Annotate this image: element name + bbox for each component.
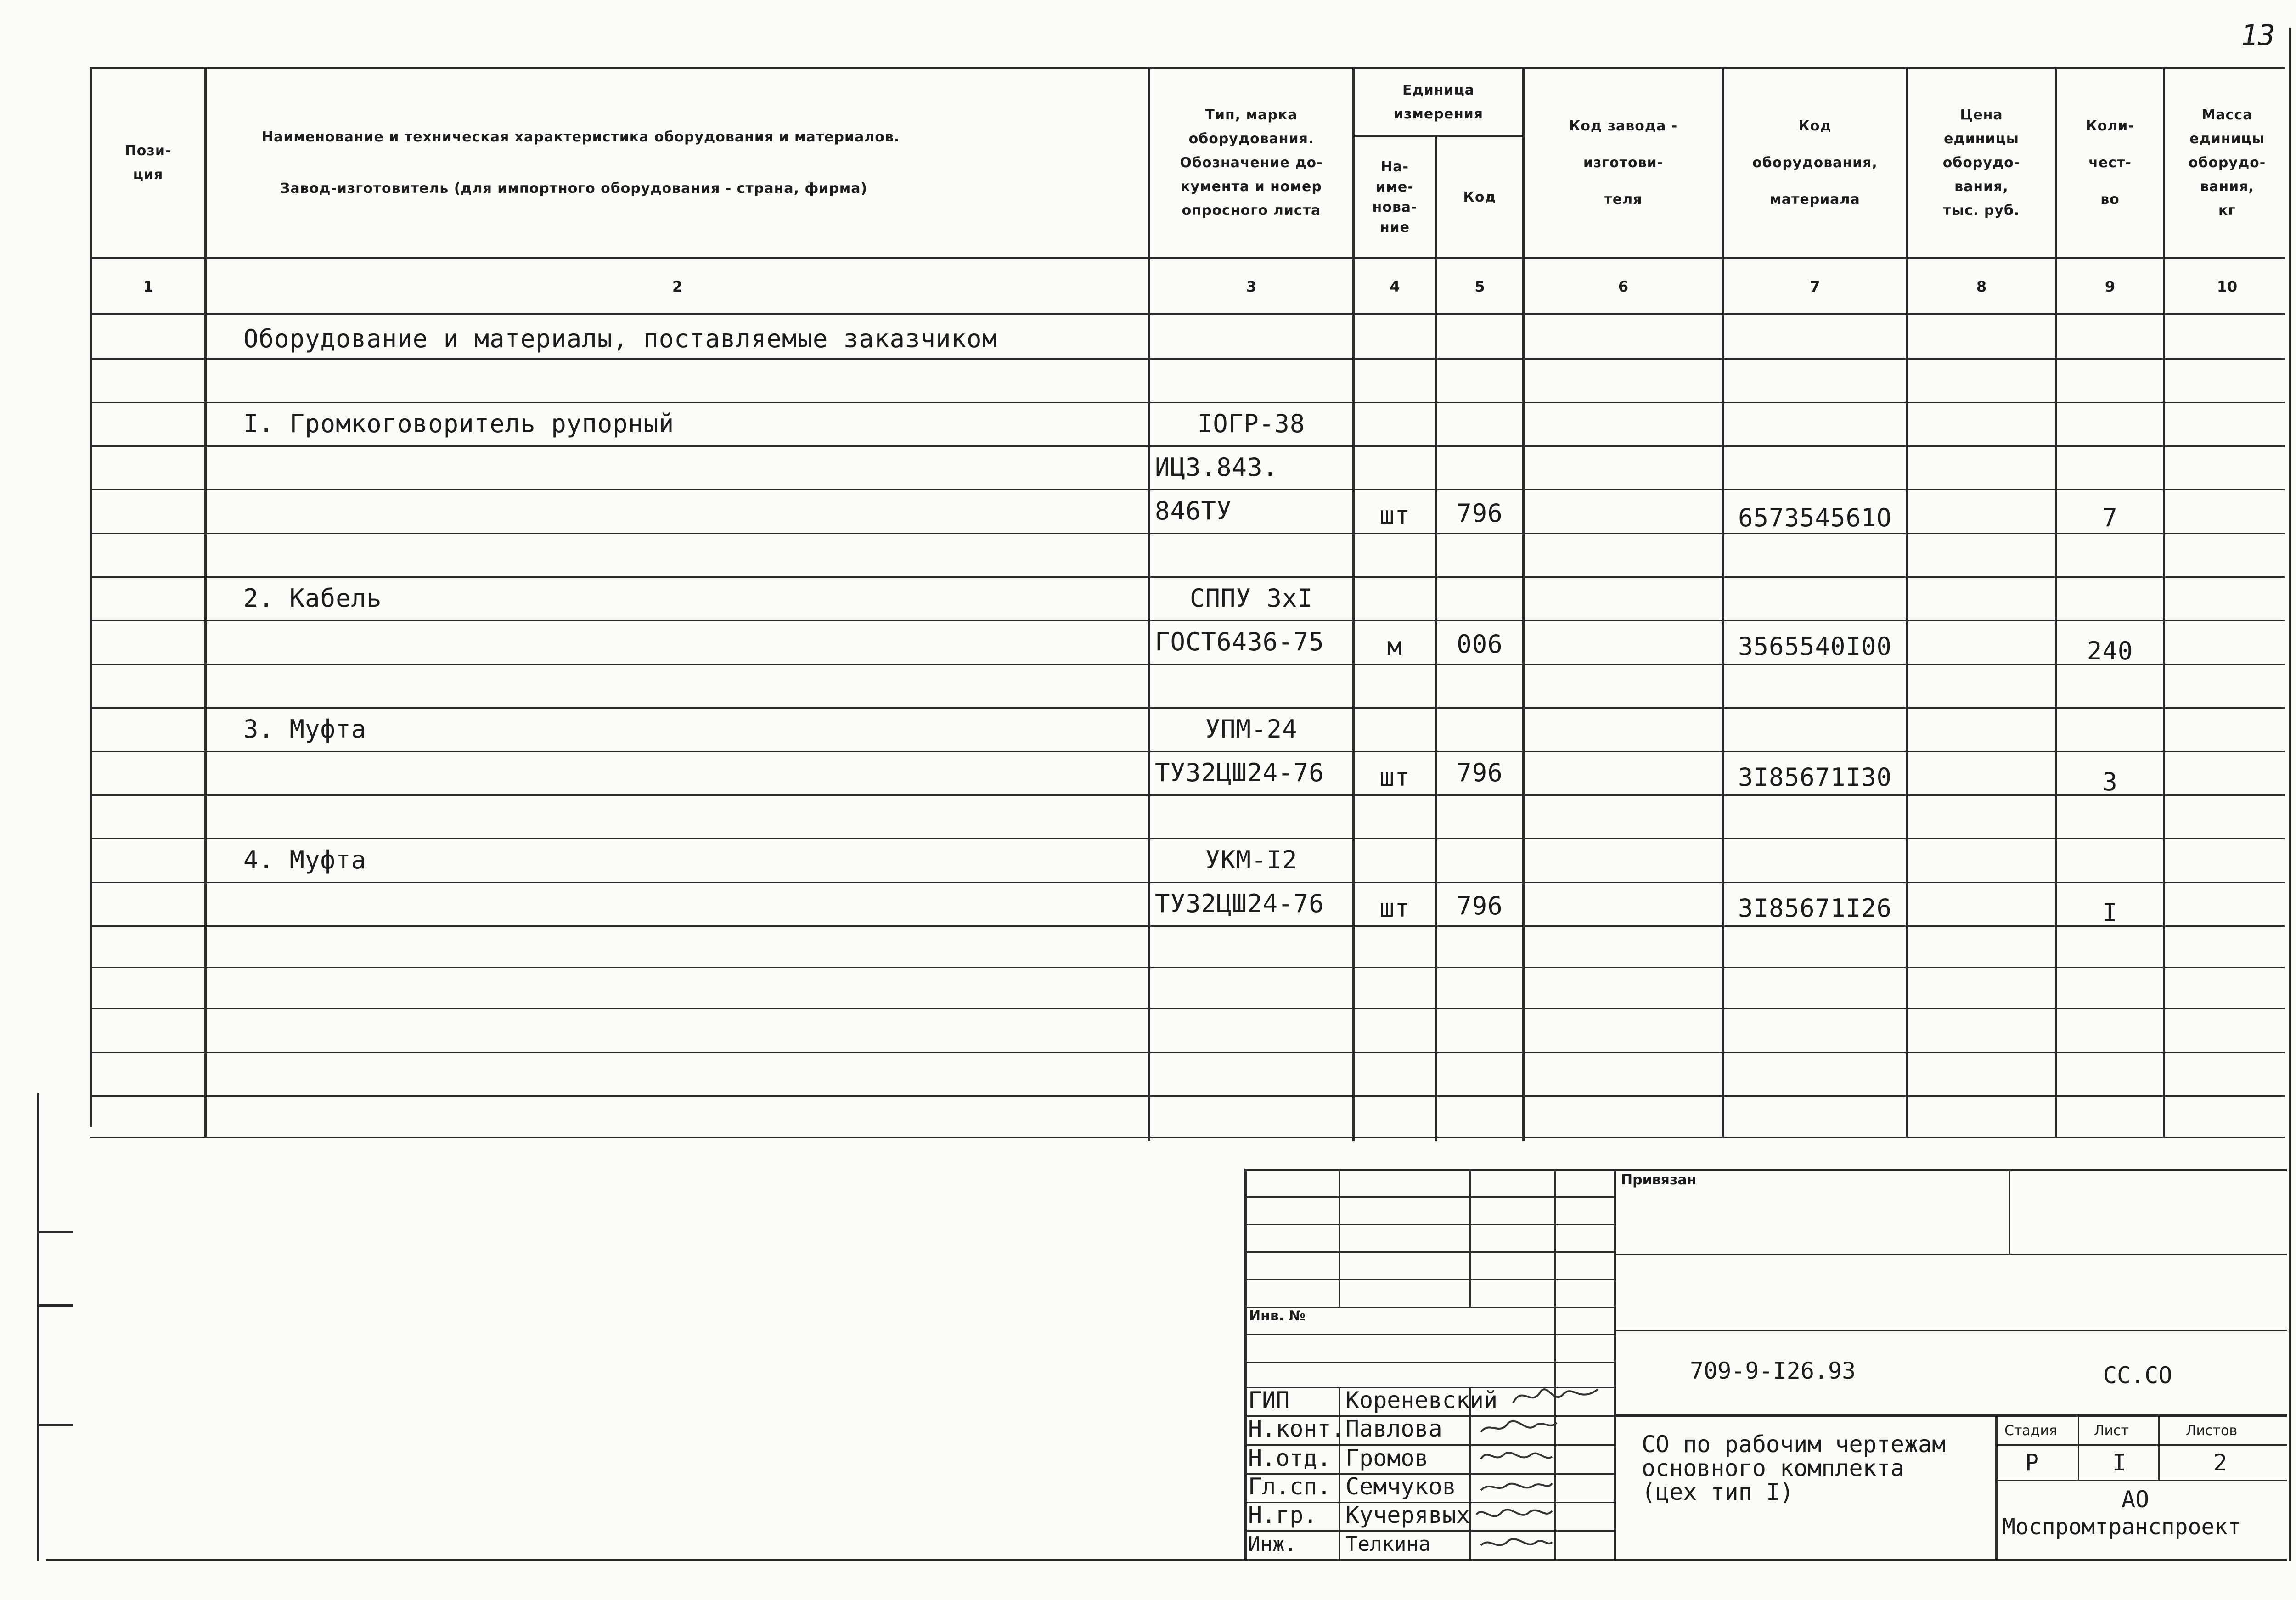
- table-row-line: [90, 1052, 2285, 1053]
- organization-line2: Моспромтранспроект: [2002, 1514, 2241, 1540]
- stamp-grid-v6: [1614, 1169, 1616, 1559]
- stage-value: Р: [2025, 1449, 2039, 1476]
- colnum-7: 7: [1810, 277, 1820, 295]
- colnum-5: 5: [1474, 277, 1485, 295]
- stamp-stage-v1: [2078, 1414, 2079, 1480]
- name-inzh: Телкина: [1345, 1532, 1431, 1556]
- stamp-grid-h6: [1244, 1334, 1614, 1335]
- role-n-otd: Н.отд.: [1248, 1445, 1331, 1471]
- page-number: 13: [2241, 18, 2275, 52]
- colnum-10: 10: [2217, 277, 2238, 295]
- colnum-9: 9: [2105, 277, 2116, 295]
- role-gl-sp: Гл.сп.: [1248, 1473, 1331, 1500]
- header-unit-code: Код: [1463, 189, 1497, 205]
- role-n-kont: Н.конт.: [1248, 1415, 1345, 1442]
- item-3-qty: 3: [2102, 767, 2118, 796]
- name-gip: Кореневский: [1345, 1387, 1498, 1414]
- header-name: [207, 69, 1148, 257]
- signature-gip: [1511, 1380, 1603, 1412]
- signature-inzh: [1476, 1529, 1554, 1557]
- numbers-bottom-line: [90, 313, 2285, 315]
- role-n-gr: Н.гр.: [1248, 1502, 1317, 1528]
- stamp-grid-h4: [1244, 1279, 1614, 1280]
- item-4-type-line2: ТУ32ЦШ24-76: [1155, 889, 1324, 918]
- sheet-value: I: [2112, 1449, 2127, 1476]
- item-3-type-line1: УПМ-24: [1205, 715, 1298, 744]
- stamp-grid-v1: [1339, 1169, 1340, 1307]
- role-gip: ГИП: [1248, 1387, 1290, 1414]
- item-4-qty: I: [2102, 898, 2118, 927]
- header-type: Тип, марка оборудования. Обозначение до- кумента и номер опросного листа: [1180, 107, 1323, 219]
- binding-strip-tick-1: [37, 1231, 73, 1233]
- organization-line1: АО: [2122, 1486, 2150, 1513]
- item-2-unit: м: [1387, 632, 1403, 661]
- sheets-label: Листов: [2186, 1423, 2238, 1439]
- colnum-4: 4: [1390, 277, 1400, 295]
- item-1-type-line2: ИЦ3.843.: [1155, 453, 1278, 482]
- stamp-doc-top: [1614, 1330, 2287, 1331]
- name-gl-sp: Семчуков: [1345, 1473, 1456, 1500]
- table-row-line: [90, 794, 2285, 796]
- binding-strip-tick-3: [37, 1424, 73, 1426]
- stamp-left-line: [1244, 1169, 1247, 1559]
- item-2-qty: 240: [2087, 637, 2133, 665]
- signature-n-kont: [1476, 1414, 1559, 1441]
- sheets-value: 2: [2213, 1449, 2228, 1476]
- header-name-line1: Наименование и техническая характеристика оборудования и материалов.: [262, 129, 900, 145]
- item-3-code: 3I85671I30: [1738, 763, 1892, 792]
- stamp-doc-bottom: [1614, 1414, 2287, 1417]
- header-manufacturer-code: Код завода - изготови- теля: [1569, 118, 1678, 208]
- stamp-grid-h1: [1244, 1196, 1614, 1198]
- item-1-type-line1: IОГР-38: [1197, 409, 1306, 438]
- header-unit-name: На- име- нова- ние: [1372, 159, 1418, 236]
- colnum-8: 8: [1976, 277, 1987, 295]
- stamp-stage-header-line: [1995, 1444, 2287, 1446]
- sheet-label: Лист: [2094, 1423, 2129, 1439]
- item-1-code: 657354561О: [1738, 503, 1892, 532]
- item-2-name: 2. Кабель: [243, 584, 382, 613]
- binding-strip-tick-2: [37, 1304, 73, 1307]
- stamp-grid-h3: [1244, 1251, 1614, 1253]
- colnum-3: 3: [1246, 277, 1257, 295]
- table-row-line: [90, 1095, 2285, 1097]
- name-n-otd: Громов: [1345, 1445, 1429, 1471]
- table-row-line: [90, 1008, 2285, 1009]
- colnum-2: 2: [672, 277, 683, 295]
- table-row-line: [90, 967, 2285, 968]
- document-code: 709-9-I26.93: [1690, 1358, 1856, 1384]
- item-3-type-line2: ТУ32ЦШ24-76: [1155, 758, 1324, 787]
- item-2-unit-code: 006: [1457, 630, 1503, 659]
- signature-n-otd: [1476, 1443, 1554, 1470]
- item-2-type-line2: ГОСТ6436-75: [1155, 627, 1324, 656]
- document-title-line3: (цех тип I): [1642, 1479, 1794, 1505]
- privyazan-label: Привязан: [1621, 1172, 1697, 1188]
- item-4-name: 4. Муфта: [243, 845, 367, 874]
- item-2-type-line1: СППУ 3хI: [1189, 584, 1313, 613]
- header-quantity: Коли- чест- во: [2086, 118, 2134, 208]
- header-position: Пози- ция: [124, 143, 172, 183]
- item-3-unit: шт: [1379, 763, 1411, 792]
- document-title-line1: СО по рабочим чертежам: [1642, 1431, 1946, 1458]
- item-1-unit-code: 796: [1457, 499, 1503, 528]
- col-border-right: [2289, 28, 2291, 1561]
- table-row-line: [90, 925, 2285, 927]
- name-n-kont: Павлова: [1345, 1415, 1442, 1442]
- role-inzh: Инж.: [1248, 1532, 1297, 1556]
- stamp-stage-value-line: [1995, 1480, 2287, 1481]
- stamp-top-line: [1244, 1169, 2287, 1171]
- header-equipment-code: Код оборудования, материала: [1752, 118, 1878, 208]
- stamp-grid-v5: [1554, 1169, 1556, 1559]
- stamp-privyazan-divider: [2009, 1169, 2010, 1254]
- inventory-number-label: Инв. №: [1249, 1308, 1306, 1324]
- table-row-line: [90, 1137, 2285, 1138]
- section-title: Оборудование и материалы, поставляемые заказчиком: [243, 324, 998, 353]
- item-4-unit-code: 796: [1457, 891, 1503, 920]
- item-4-unit: шт: [1379, 894, 1411, 923]
- stamp-grid-h7: [1244, 1362, 1614, 1363]
- item-3-unit-code: 796: [1457, 758, 1503, 787]
- stamp-title-divider: [1995, 1414, 1998, 1559]
- header-name-line2: Завод-изготовитель (для импортного оборудования - страна, фирма): [280, 180, 868, 197]
- signature-n-gr: [1472, 1501, 1554, 1528]
- stamp-stage-v2: [2158, 1414, 2160, 1480]
- stamp-grid-h2: [1244, 1224, 1614, 1225]
- colnum-6: 6: [1618, 277, 1629, 295]
- unit-subheader-line: [1352, 135, 1522, 137]
- header-unit-group: Единица измерения: [1393, 82, 1484, 122]
- item-3-name: 3. Муфта: [243, 715, 367, 744]
- stamp-privyazan-bottom: [1614, 1254, 2287, 1255]
- stamp-grid-h13: [1244, 1530, 1614, 1532]
- item-2-code: 3565540I00: [1738, 632, 1892, 661]
- item-1-name: I. Громкоговоритель рупорный: [243, 409, 675, 438]
- stage-label: Стадия: [2004, 1423, 2058, 1439]
- binding-strip-line: [37, 1093, 39, 1561]
- table-row-line: [90, 533, 2285, 534]
- item-1-unit: шт: [1379, 501, 1411, 530]
- page-bottom-line: [46, 1559, 2287, 1561]
- header-unit-mass: Масса единицы оборудо- вания, кг: [2188, 107, 2266, 219]
- signature-gl-sp: [1476, 1472, 1554, 1499]
- header-unit-price: Цена единицы оборудо- вания, тыс. руб.: [1942, 107, 2020, 219]
- colnum-1: 1: [143, 277, 153, 295]
- name-n-gr: Кучерявых: [1345, 1502, 1470, 1528]
- stamp-grid-v3: [1469, 1169, 1471, 1307]
- item-1-qty: 7: [2102, 503, 2118, 532]
- sheet-code: СС.СО: [2103, 1362, 2172, 1389]
- item-1-type-line3: 846ТУ: [1155, 496, 1232, 525]
- item-4-code: 3I85671I26: [1738, 894, 1892, 923]
- item-4-type-line1: УКМ-I2: [1205, 845, 1298, 874]
- table-row-line: [90, 664, 2285, 665]
- document-title-line2: основного комплекта: [1642, 1455, 1904, 1482]
